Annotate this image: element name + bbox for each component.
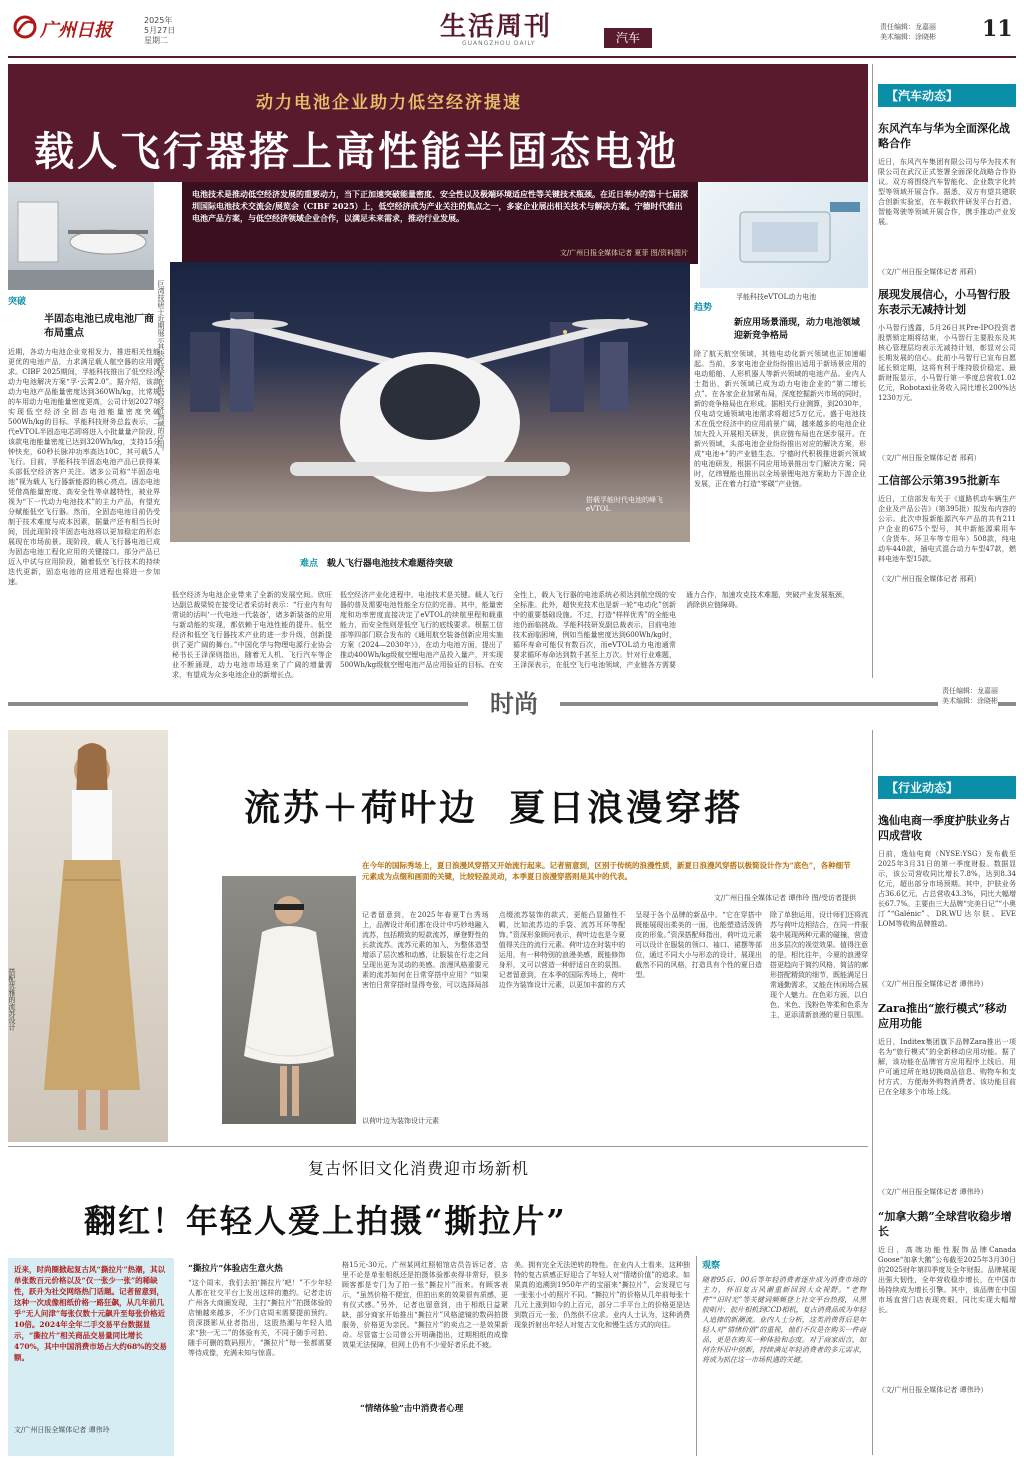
industry-item-2	[878, 1001, 1016, 1197]
right-photo-caption: 孚能科技eVTOL动力电池	[736, 293, 817, 301]
auto-item-1	[878, 121, 1016, 277]
editor: 责任编辑：龙嘉丽	[880, 23, 936, 31]
industry-item-2-title: Zara推出“旅行模式”移动应用功能	[878, 1002, 1007, 1030]
fashion-body: 记者留意到，在2025年春夏T台秀场上，品牌设计师们都在设计中巧妙地融入流苏，包括精致的短款流苏，摩登野性的长款流苏。流苏元素的加入，为整体造型增添了层次感和动感，让服装在行走之间呈现出更为灵动的美感。浪漫风格重要元素的流苏如何在日常穿搭中应用？“如果害怕日常穿搭时显得夸张，可以选择局部点缀流苏装饰的款式，更能凸显随性不羁，比如流苏边的手袋、流苏耳环等配饰。”资深形象顾问表示，荷叶边也是今夏值得关注的流行元素。荷叶边在时装中的运用，有一种特别的浪漫美感，既能修饰身形，又可以营造一种舒适自在的氛围。记者留意到，在本季的国际秀场上，荷叶边作为装饰设计元素，以更加丰富的方式呈现于各个品牌的新品中。“它在穿搭中既能展现出柔美的一面，也能塑造活泼俏皮的形象。”资深搭配师指出，荷叶边元素可以设计在服装的领口、袖口、裙摆等部位，通过不同大小与形态的设计，展现出截然不同的风格，打造具有个性的夏日造型。	[362, 911, 762, 989]
auto-sidebar	[878, 84, 1016, 678]
industry-item-3-title: “加拿大鹅”全球营收稳步增长	[878, 1210, 1012, 1238]
auto-item-2-text: 小马智行透露，5月26日其Pre-IPO投资者股票锁定期将结束，小马智行主要股东及其核心管理层均表示无减持计划，彰显对公司长期发展的信心。此前小马智行已宣布自愿延长锁定期，这将有利于维持股价稳定。最新财报显示，小马智行第一季度总营收1.02亿元，Robotaxi业务收入同比增长200%达1230万元。	[878, 324, 1016, 402]
battery-photo	[700, 182, 868, 288]
section-sub: GUANGZHOU DAILY	[462, 40, 536, 47]
logo-text: 广州日报	[40, 20, 112, 41]
charging-station-photo	[8, 182, 154, 290]
fashion-lead-box	[362, 860, 856, 904]
sub2-heading	[300, 556, 453, 569]
fashion-band-title: 时尚	[468, 686, 560, 722]
industry-sidebar	[878, 776, 1016, 1456]
auto-item-3	[878, 473, 1016, 584]
photo-lead: 近来，时尚圈掀起复古风“撕拉片”热潮，其以单张数百元价格以及“仅一张少一张”的稀缺性，跃升为社交网络热门话题。记者留意到，这种一次成像相纸价格一路狂飙，从几年前几乎“无人问津”每张仅数十元飙升至每张价格近10倍。2024年全年二手交易平台数据显示，“撕拉片”相关商品交易量同比增长470%，其中中国消费市场占大约68%的交易额。	[14, 1265, 167, 1362]
industry-item-3-author: （文/广州日报全媒体记者 谭伟玲）	[878, 1386, 988, 1394]
sub1-title: 半固态电池已成电池厂商布局重点	[44, 314, 154, 339]
sub3-label: 趋势	[694, 303, 713, 313]
art-editor: 美术编辑：涂晓彬	[880, 33, 936, 41]
fashion-body-2: 除了单独运用，设计师们还将流苏与荷叶边相结合，在同一件服装中展现两种元素的碰撞，营造出多层次的视觉效果。值得注意的是，相比往年，今夏的浪漫穿搭更趋向于简约风格，简洁的廓形搭配精致的细节，既能满足日常通勤需求，又能在休闲场合展现个人魅力。在色彩方面，以白色、米色、浅粉色等柔和色系为主，更添清新浪漫的夏日氛围。	[770, 911, 868, 1019]
main-photo-caption: 搭载孚能时代电池的峰飞eVTOL	[586, 496, 663, 513]
weekday: 星期二	[144, 36, 168, 45]
industry-item-2-author: （文/广州日报全媒体记者 谭伟玲）	[878, 1188, 988, 1196]
issue-date	[144, 16, 175, 46]
sub2-label: 难点	[300, 559, 319, 569]
auto-headline: 载人飞行器搭上高性能半固态电池	[34, 128, 679, 175]
logo-swirl-icon	[12, 14, 38, 40]
ruffle-dress-photo	[222, 876, 356, 1124]
auto-lead: 电池技术是推动低空经济发展的重要动力，当下正加速突破能量密度、安全性以及极端环境适应性等关键技术瓶颈。在近日举办的第十七届深圳国际电池技术交流会/展览会（CIBF 2025）上，低空经济成为产业关注的焦点之一，多家企业展出相关技术与解决方案。宁德时代推出电池产品方案，与低空经济领域企业合作，以满足未来需求，推动行业发展。	[192, 189, 688, 223]
fashion-band	[8, 686, 1016, 722]
industry-item-3-text: 近日，高端功能性服饰品牌Canada Goose“加拿大鹅”公布截至2025年3月30日的2025财年第四季度及全年财报。品牌展现出强大韧性，全年营收稳步增长，在中国市场持续成为增长引擎。其中，该品牌在中国市场直营门店表现亮眼，同比实现大幅增长。	[878, 1246, 1016, 1314]
sub2-title: 载人飞行器电池技术难题待突破	[326, 559, 453, 569]
logo	[12, 14, 130, 40]
auto-col2: 低空经济为电池企业带来了全新的发展空间。欣旺达副总裁梁锐在接受记者采访时表示：“行业内有句常说的话叫‘一代电池一代装备’，诸多新装备的应用与新动能的实现，都依赖于电池性能的提升。低空经济和低空飞行器技术产业的进一步升级，创新提供了更广阔的舞台。”中国化学与物理电源行业协会秘书长王泽深则指出，随着无人机、飞行汽车等企业不断涌现，动力电池市场迎来了广阔的增量需求，有望成为众多电池企业的新增长点。	[172, 591, 332, 679]
sub1-text: 近期，各动力电池企业竞相发力，推进相关性能更优的电池产品，力求满足载人航空器的应用需求。CIBF 2025期间，孚能科技推出了低空经济动力电池解决方案“孚·云霄2.0”。据介绍，该款动力电池产品能量密度达到360Wh/kg，比常规的车用动力电池能量密度更高，公司计划2027年实现低空经济全固态电池能量密度突破500Wh/kg的目标。孚能科技财务总监表示，二代eVTOL半固态电芯即将进入小批量量产阶段，该款电池能量密度已达到320Wh/kg，支持15分钟快充，60秒长脉冲功率高达10C，其可载5人飞行。目前，孚能科技半固态电池产品已获得某头部低空经济客户关注。诸多公司称“半固态电池”视为载人飞行器新能源的核心亮点。固态电池凭借高能量密度、高安全性等卓越特性，被业界视为“下一代动力电池技术”的主力产品，有望充分赋能低空飞行器。然而，全固态电池目前仍受制于技术难度与成本因素，据量产还有相当长时间，因此现阶段半固态电池将以更加稳定的形态展现在市场前景。现阶段，载人飞行器电池已成为固态电池工程化应用的关键接口。部分产品已迈入中试与应用阶段，随着低空飞行技术的持续迭代更新，固态电池的应用进程也将进一步加速。	[8, 348, 160, 586]
fashion-caption-left: 搭配优雅的流苏设计	[8, 968, 16, 1031]
page-number: 11	[982, 16, 1013, 42]
observe-block	[702, 1258, 866, 1456]
fashion-art-editor: 美术编辑：涂晓彬	[942, 697, 998, 705]
fashion-byline: 文/广州日报全媒体记者 谭伟玲 图/受访者提供	[713, 894, 856, 902]
date-md: 5月27日	[144, 26, 176, 35]
photo-kicker: 复古怀旧文化消费迎市场新机	[308, 1159, 530, 1178]
fringe-dress-photo	[8, 730, 168, 1142]
auto-item-1-author: （文/广州日报全媒体记者 邢莉）	[878, 268, 981, 276]
photo-byline: 文/广州日报全媒体记者 谭伟玲	[14, 1426, 110, 1434]
industry-item-1-title: 逸仙电商一季度护肤业务占四成营收	[878, 814, 1010, 842]
observe-label: 观察	[702, 1261, 721, 1271]
masthead	[0, 0, 1024, 56]
auto-item-3-text: 近日，工信部发布关于《道路机动车辆生产企业及产品公告》（第395批）拟发布内容的公示。此次申报新能源汽车产品的共有211户企业的675个型号，其中新能源乘用车（含货车、环卫车等专用车）508款，纯电动车440款，插电式混合动力车型47款，燃料电池车型15款。	[878, 495, 1016, 563]
auto-item-3-title: 工信部公示第395批新车	[878, 474, 1000, 487]
auto-col3: 低空经济产业化进程中，电池技术是关键。载人飞行器的普及需要电池性能全方位的完善。其中，能量密度和功率密度直接决定了eVTOL的续航里程和载重能力，而安全性则是低空飞行的底线要求。根据工信部等四部门联合发布的《通用航空装备创新应用实施方案（2024—2030年）》，在动力电池方面，提出了推动400Wh/kg级航空锂电池产品投入量产，并实现500Wh/kg级航空锂电池产品应用验证的目标。在安全性上，载人飞行器的电池系统必须达到航空级的安全标准。此外，超快充技术也是新一轮“电动化”创新中的重要基础设施。不过，打造“样样优秀”的全能电池仍面临挑战。孚能科技研发副总裁表示，目前电池技术面临困境，例如当能量密度达到600Wh/kg时，循环寿命可能仅有数百次，而eVTOL动力电池通常要求循环寿命达到数千甚至上万次。针对行业难题，王泽深表示，在低空飞行电池领域，产业链各方需要通力合作，加速攻克技术难题，突破产业发展瓶颈，消除供应链障碍。	[340, 591, 849, 669]
fashion-headline: 流苏＋荷叶边 夏日浪漫穿搭	[244, 787, 744, 829]
auto-sidebar-title: 【汽车动态】	[878, 84, 1016, 107]
photo-col2: 格15元-30元。广州某网红照相馆店员告诉记者，店里不论是单张相纸还是拍摄体验都卖得非常好，很多顾客都是专门为了拍一张“撕拉片”而来。有顾客表示，“虽然价格不便宜，但拍出来的效果很有质感，更有仪式感。”另外，记者也留意到，由于相纸日益紧缺，部分商家开始推出“撕拉片”风格滤镜的数码拍摄服务，价格更为亲民。“撕拉片”的卖点之一是效果新奇。尽管富士公司曾公开明确指出，过期相纸的成像效果无法保障，但网上仍有不少爱好者乐此不疲。	[342, 1261, 508, 1349]
sub1-label: 突破	[8, 297, 27, 307]
photo-lead-box	[8, 1258, 174, 1456]
masthead-rule	[8, 56, 1016, 58]
auto-item-3-author: （文/广州日报全媒体记者 邢莉）	[878, 575, 981, 583]
auto-lead-box	[182, 182, 698, 264]
photo-headline: 翻红！年轻人爱上拍摄“撕拉片”	[84, 1202, 567, 1240]
date-year: 2025年	[144, 16, 173, 25]
auto-item-1-title: 东风汽车与华为全面深化战略合作	[878, 122, 1010, 150]
sub3-text: 除了航天航空领域，其他电动化新兴领域也正加速崛起。当前，多家电池企业纷纷推出适用于新场景应用的电动船舶、人形机器人等新兴领域的电池产品。业内人士指出，新兴领域已成为动力电池企业的“第二增长点”。在各家企业加紧布局，深度挖掘新兴市场的同时，新的竞争格局也在形成。据相关行业测算，到2030年，仅电动交通领域电池需求将超过5万亿元。盛于电池技术在低空经济中的应用前景广阔，越来越多的电池企业加大投入开展相关研发，供应链布局也在逐步展开。在新兴领域，头部电池企业纷纷推出对应的解决方案，形成“电池+”的产业链生态。宁德时代积极推进新兴领域的电池研发，根据不同应用场景推出专门解决方案；同时，亿纬锂能也推出以全场景锂电池方案助力下游企业发展，正在着力打造“零碳”产业链。	[694, 350, 866, 488]
auto-kicker: 动力电池企业助力低空经济提速	[256, 93, 522, 113]
sub1-block	[8, 290, 160, 676]
auto-item-2-title: 展现发展信心，小马智行股东表示无减持计划	[878, 288, 1010, 316]
photo-sub2: “情绪体验”击中消费者心理	[360, 1404, 464, 1414]
industry-item-1-author: （文/广州日报全媒体记者 谭伟玲）	[878, 980, 988, 988]
photo-sub1: “撕拉片”体验店生意火热	[188, 1264, 283, 1274]
observe-rule	[696, 1256, 697, 1456]
industry-sidebar-rule	[872, 730, 873, 1455]
auto-byline: 文/广州日报全媒体记者 夏菲 图/资料图片	[559, 249, 688, 257]
left-photo-caption: 巨湾技研于近期展示其快充技术在低空经济领域的应用。	[157, 280, 165, 455]
section-title: 生活周刊	[440, 12, 553, 42]
evtol-photo	[170, 262, 690, 542]
industry-item-2-text: 近日，Inditex集团旗下品牌Zara推出一项名为“旅行模式”的全新移动应用功能。据了解，该功能在品牌官方应用程序上线后，用户可通过所在地切换商品信息、购物车和支付方式，方便海外购物消费者。该功能目前已在全球多个市场上线。	[878, 1038, 1016, 1096]
photo-col3: 美。拥有完全无法逆转的特性。在业内人士看来，这种独特的复古质感正好迎合了年轻人对“情绪价值”的追求。如果真的追溯到1950年产的宝丽来“撕拉片”，会发现它与一张张小小的照片不同。“撕拉片”的价格从几年前每张十几元上涨到如今的上百元，部分二手平台上的价格更是达到数百元一张，仍然供不应求。业内人士认为，这种消费现象折射出年轻人对复古文化和慢生活方式的向往。	[514, 1261, 690, 1329]
section-tag: 汽车	[604, 28, 652, 48]
industry-item-1-text: 日前，逸仙电商（NYSE:YSG）发布截至2025年3月31日的第一季度财报。数据显示，该公司营收同比增长7.8%，达到8.34亿元，超出部分市场预期。其中，护肤业务占36.6亿元，占总营收43.3%，同比大幅增长67.7%。主要由三大品牌“完美日记”“小奥汀”“Galénic”、DR.WU达尔肤、EVE LOM等收购品牌推动。	[878, 850, 1016, 928]
fashion-caption-mid: 以荷叶边为装饰设计元素	[362, 1117, 439, 1125]
fashion-editor: 责任编辑：龙嘉丽	[942, 687, 998, 695]
industry-sidebar-title: 【行业动态】	[878, 776, 1016, 799]
industry-item-3	[878, 1209, 1016, 1395]
auto-banner	[8, 64, 868, 182]
fashion-editors	[938, 686, 998, 706]
photo-section-rule	[8, 1146, 868, 1147]
sub3-title: 新应用场景涌现，动力电池领域迎新竞争格局	[734, 318, 861, 341]
photo-col1: “这个周末，我们去拍‘撕拉片’吧！”不少年轻人都在社交平台上发出这样的邀约。记者走访广州各大商圈发现，主打“撕拉片”拍摄体验的店铺越来越多，不少门店周末需要提前预约。资深摄影从业者指出，这股热潮与年轻人追求“独一无二”的体验有关，不同于随手可拍、随手可删的数码照片，“撕拉片”每一张都需要等待成像，充满未知与惊喜。	[188, 1279, 332, 1357]
auto-item-1-text: 近日，东风汽车集团有限公司与华为技术有限公司在武汉正式签署全面深化战略合作协议。双方将围绕汽车智能化、企业数字化转型等领域开展合作。据悉，双方有望共建联合创新实验室，在车载软件研发平台打造、智能驾驶等领域开展合作，携手推动产业发展。	[878, 158, 1016, 226]
sub3-block	[694, 300, 866, 678]
fashion-lead: 在今年的国际秀场上，夏日浪漫风穿搭又开始流行起来。记者留意到，区别于传统的浪漫性质，新夏日浪漫风穿搭以极简设计作为“底色”，各种细节元素成为点缀和画面的关键，比较轻盈灵动，本季夏日浪漫穿搭则是其中的代表。	[362, 861, 851, 881]
auto-sidebar-rule	[872, 64, 873, 678]
industry-item-1	[878, 813, 1016, 989]
auto-item-2-author: （文/广州日报全媒体记者 邢莉）	[878, 454, 981, 462]
editor-credits	[880, 22, 936, 42]
observe-text: 随着95后、00后等年轻消费者逐步成为消费市场的主力，怀旧复古风潮重新回到大众视野。“老物件”“旧时光”等关键词频频登上社交平台热搜，从黑胶唱片、胶片相机到CCD相机，复古消费品成为年轻人追捧的新潮流。业内人士分析，这类消费背后是年轻人对“情绪价值”的重视，他们不仅是在购买一件商品，更是在购买一种体验和态度。对于商家而言，如何在怀旧中创新，持续满足年轻消费者的多元需求，将成为抓住这一市场机遇的关键。	[702, 1276, 866, 1364]
auto-item-2	[878, 287, 1016, 463]
